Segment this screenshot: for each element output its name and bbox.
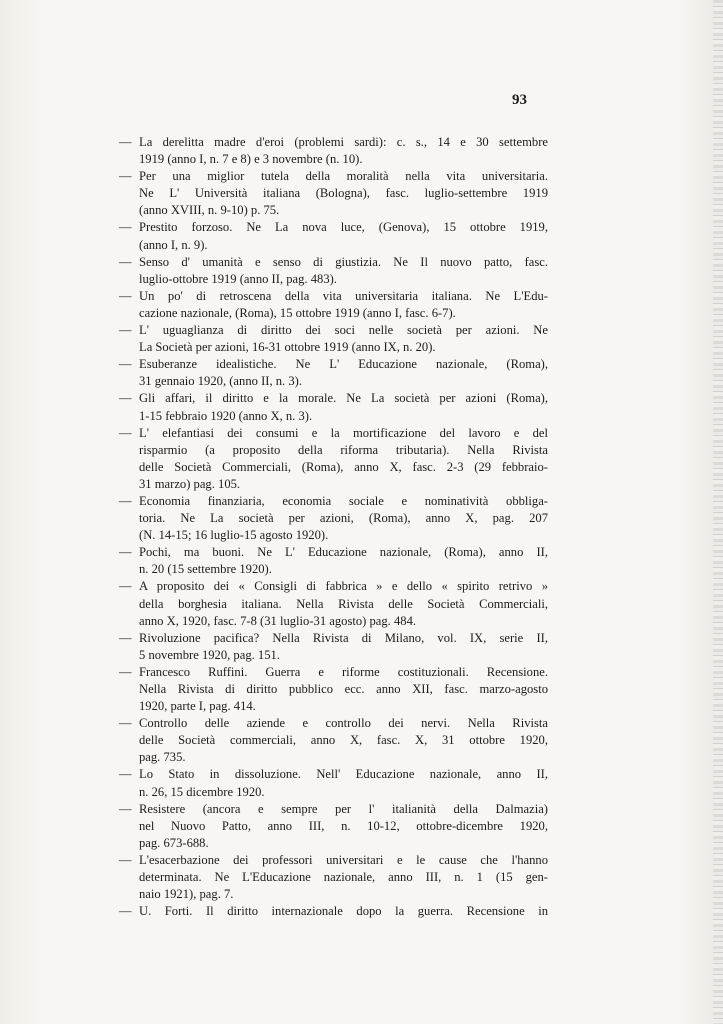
entry-line: L'esacerbazione dei professori universitari e le cause che l'hanno (139, 852, 548, 867)
entry-line: (anno I, n. 9). (139, 237, 208, 252)
entry-line: 1-15 febbraio 1920 (anno X, n. 3). (139, 408, 313, 423)
entry-line: (N. 14-15; 16 luglio-15 agosto 1920). (139, 528, 329, 543)
entry-line: n. 26, 15 dicembre 1920. (139, 784, 265, 799)
bibliography-entry (116, 801, 548, 852)
bibliography-entry (116, 134, 548, 168)
entry-dash: — (119, 220, 132, 235)
entry-dash: — (119, 391, 132, 406)
entry-dash: — (119, 169, 132, 184)
bibliography-entry (116, 425, 548, 493)
entry-line: A proposito dei « Consigli di fabbrica » e dello « spirito retrivo » (139, 579, 548, 594)
entry-dash: — (119, 545, 132, 560)
bibliography-list (116, 134, 548, 920)
entry-line: Esuberanze idealistiche. Ne L' Educazione nazionale, (Roma), (139, 357, 548, 372)
page-edge-shadow (713, 0, 723, 1024)
entry-line: Prestito forzoso. Ne La nova luce, (Genova), 15 ottobre 1919, (139, 220, 548, 235)
entry-dash: — (119, 288, 132, 303)
entry-line: Senso d' umanità e senso di giustizia. Ne Il nuovo patto, fasc. (139, 254, 548, 269)
entry-dash: — (119, 357, 132, 372)
entry-line: 31 gennaio 1920, (anno II, n. 3). (139, 374, 302, 389)
entry-line: nel Nuovo Patto, anno III, n. 10-12, ottobre-dicembre 1920, (139, 818, 548, 833)
entry-line: pag. 673-688. (139, 835, 209, 850)
entry-dash: — (119, 425, 132, 440)
entry-dash: — (119, 579, 132, 594)
entry-dash: — (119, 767, 132, 782)
entry-line: Gli affari, il diritto e la morale. Ne La società per azioni (Roma), (139, 391, 548, 406)
entry-line: Rivoluzione pacifica? Nella Rivista di Milano, vol. IX, serie II, (139, 630, 548, 645)
entry-dash: — (119, 852, 132, 867)
entry-dash: — (119, 664, 132, 679)
bibliography-entry (116, 903, 548, 920)
entry-line: Controllo delle aziende e controllo dei nervi. Nella Rivista (139, 716, 548, 731)
entry-line: delle Società commerciali, anno X, fasc. X, 31 ottobre 1920, (139, 733, 548, 748)
entry-line: risparmio (a proposito della riforma tributaria). Nella Rivista (139, 442, 548, 457)
bibliography-entry (116, 254, 548, 288)
bibliography-entry (116, 715, 548, 766)
page-number: 93 (512, 92, 527, 108)
entry-line: 31 marzo) pag. 105. (139, 476, 241, 491)
entry-line: Pochi, ma buoni. Ne L' Educazione nazionale, (Roma), anno II, (139, 545, 548, 560)
entry-line: anno X, 1920, fasc. 7-8 (31 luglio-31 agosto) pag. 484. (139, 613, 417, 628)
entry-line: L' elefantiasi dei consumi e la mortificazione del lavoro e del (139, 425, 548, 440)
entry-line: 5 novembre 1920, pag. 151. (139, 647, 280, 662)
bibliography-entry (116, 544, 548, 578)
bibliography-entry (116, 852, 548, 903)
entry-line: della borghesia italiana. Nella Rivista delle Società Commerciali, (139, 596, 548, 611)
bibliography-entry (116, 664, 548, 715)
entry-line: Ne L' Università italiana (Bologna), fasc. luglio-settembre 1919 (139, 186, 548, 201)
entry-line: 1920, parte I, pag. 414. (139, 699, 256, 714)
entry-line: (anno XVIII, n. 9-10) p. 75. (139, 203, 280, 218)
entry-line: La Società per azioni, 16-31 ottobre 1919 (anno IX, n. 20). (139, 340, 436, 355)
entry-line: luglio-ottobre 1919 (anno II, pag. 483). (139, 271, 337, 286)
entry-line: 1919 (anno I, n. 7 e 8) e 3 novembre (n. 10). (139, 152, 363, 167)
entry-line: n. 20 (15 settembre 1920). (139, 562, 272, 577)
entry-line: Per una miglior tutela della moralità nella vita universitaria. (139, 169, 548, 184)
entry-line: Resistere (ancora e sempre per l' italianità della Dalmazia) (139, 801, 548, 816)
entry-line: Lo Stato in dissoluzione. Nell' Educazione nazionale, anno II, (139, 767, 548, 782)
entry-dash: — (119, 323, 132, 338)
bibliography-entry (116, 766, 548, 800)
bibliography-entry (116, 493, 548, 544)
entry-line: L' uguaglianza di diritto dei soci nelle società per azioni. Ne (139, 323, 548, 338)
bibliography-entry (116, 390, 548, 424)
bibliography-entry (116, 578, 548, 629)
entry-dash: — (119, 716, 132, 731)
entry-dash: — (119, 904, 132, 919)
entry-line: pag. 735. (139, 750, 186, 765)
bibliography-entry (116, 322, 548, 356)
entry-line: cazione nazionale, (Roma), 15 ottobre 1919 (anno I, fasc. 6-7). (139, 305, 456, 320)
entry-line: naio 1921), pag. 7. (139, 887, 234, 902)
bibliography-entry (116, 288, 548, 322)
entry-line: Economia finanziaria, economia sociale e nominatività obbliga- (139, 493, 548, 508)
entry-line: delle Società Commerciali, (Roma), anno X, fasc. 2-3 (29 febbraio- (139, 459, 548, 474)
entry-dash: — (119, 801, 132, 816)
entry-dash: — (119, 493, 132, 508)
entry-dash: — (119, 254, 132, 269)
entry-dash: — (119, 630, 132, 645)
entry-line: Francesco Ruffini. Guerra e riforme costituzionali. Recensione. (139, 664, 548, 679)
bibliography-entry (116, 356, 548, 390)
entry-line: U. Forti. Il diritto internazionale dopo la guerra. Recensione in (139, 904, 548, 919)
entry-line: Un po' di retroscena della vita universitaria italiana. Ne L'Edu- (139, 288, 548, 303)
entry-line: La derelitta madre d'eroi (problemi sardi): c. s., 14 e 30 settembre (139, 135, 548, 149)
entry-line: toria. Ne La società per azioni, (Roma), anno X, pag. 207 (139, 511, 548, 526)
bibliography-entry (116, 219, 548, 253)
entry-line: Nella Rivista di diritto pubblico ecc. anno XII, fasc. marzo-agosto (139, 682, 548, 696)
entry-line: determinata. Ne L'Educazione nazionale, anno III, n. 1 (15 gen- (139, 870, 548, 885)
entry-dash: — (119, 135, 132, 149)
bibliography-entry (116, 630, 548, 664)
bibliography-entry (116, 168, 548, 219)
